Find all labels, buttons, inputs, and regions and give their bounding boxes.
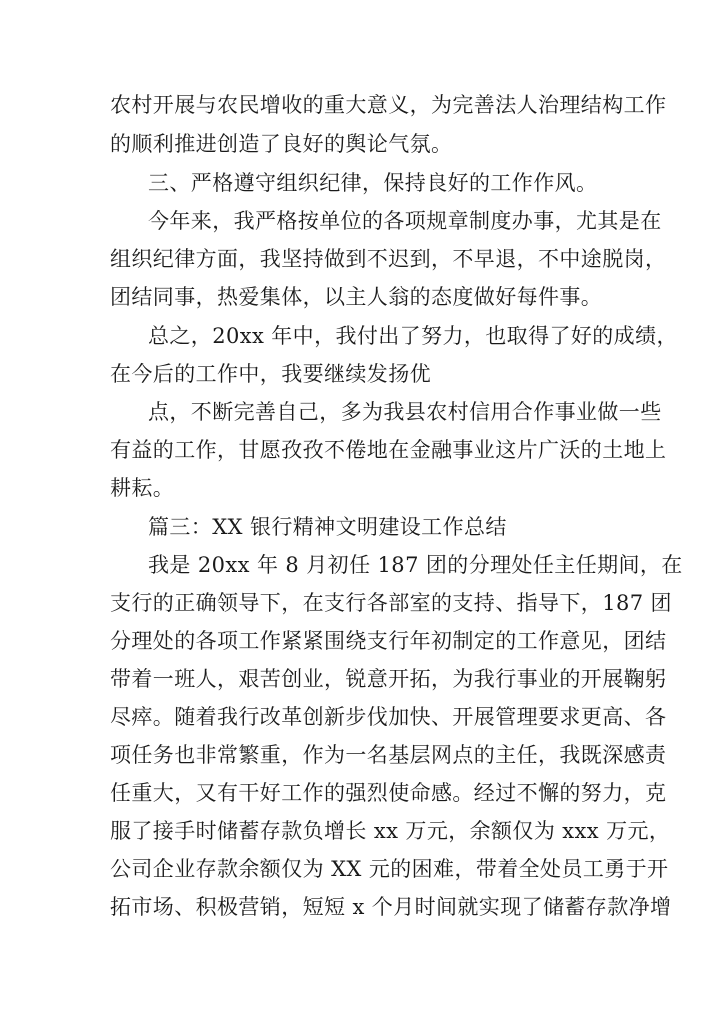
text-line: 今年来，我严格按单位的各项规章制度办事，尤其是在 [148,209,662,233]
text-line: 拓市场、积极营销，短短 x 个月时间就实现了储蓄存款净增 [110,895,672,919]
text-line: 支行的正确领导下，在支行各部室的支持、指导下，187 团 [110,591,672,615]
text-line: 团结同事，热爱集体，以主人翁的态度做好每件事。 [110,285,603,309]
text-line: 带着一班人，艰苦创业，锐意开拓，为我行事业的开展鞠躬 [110,667,667,691]
section-heading: 三、严格遵守组织纪律，保持良好的工作作风。 [148,171,598,195]
text-line: 我是 20xx 年 8 月初任 187 团的分理处任主任期间，在 [148,553,683,577]
text-line: 有益的工作，甘愿孜孜不倦地在金融事业这片广沃的土地上 [110,438,667,462]
text-line: 组织纪律方面，我坚持做到不迟到，不早退，不中途脱岗， [110,247,667,271]
text-line: 分理处的各项工作紧紧围绕支行年初制定的工作意见，团结 [110,629,667,653]
text-line: 项任务也非常繁重，作为一名基层网点的主任，我既深感责 [110,743,667,767]
text-line: 耕耘。 [110,476,175,500]
section-heading: 篇三：XX 银行精神文明建设工作总结 [148,515,507,539]
text-line: 总之，20xx 年中，我付出了努力，也取得了好的成绩， [148,324,678,348]
text-line: 尽瘁。随着我行改革创新步伐加快、开展管理要求更高、各 [110,705,667,729]
text-line: 任重大，又有干好工作的强烈使命感。经过不懈的努力，克 [110,781,667,805]
text-line: 点，不断完善自己，多为我县农村信用合作事业做一些 [148,400,662,424]
text-line: 农村开展与农民增收的重大意义，为完善法人治理结构工作 [110,93,667,117]
text-line: 在今后的工作中，我要继续发扬优 [110,362,431,386]
text-line: 的顺利推进创造了良好的舆论气氛。 [110,132,453,156]
text-line: 服了接手时储蓄存款负增长 xx 万元，余额仅为 xxx 万元， [110,819,671,843]
text-line: 公司企业存款余额仅为 XX 元的困难，带着全处员工勇于开 [110,857,669,881]
